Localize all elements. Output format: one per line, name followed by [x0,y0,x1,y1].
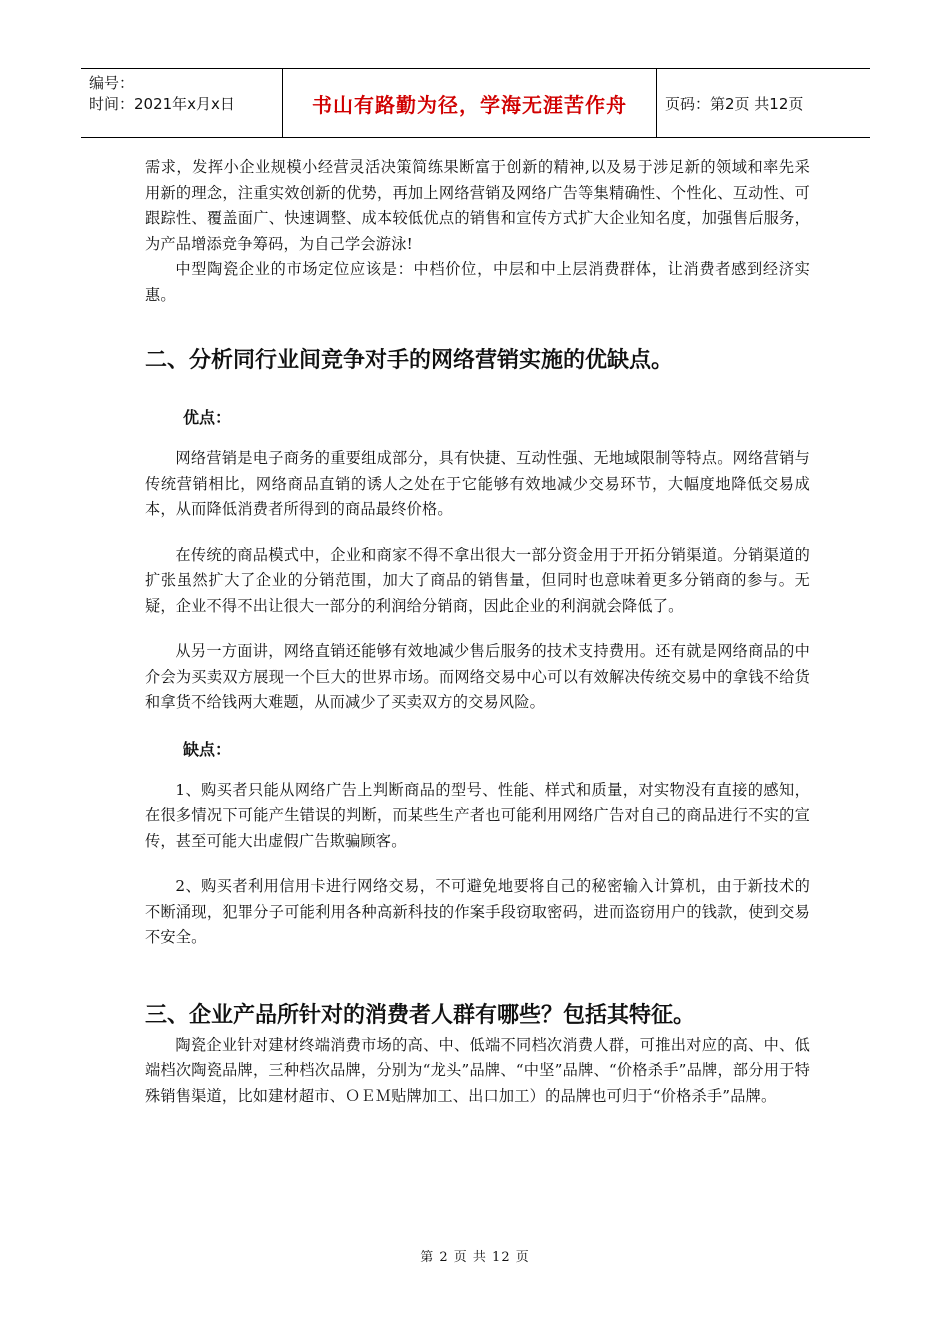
advantages-heading: 优点： [183,408,232,427]
paragraph-6: 1、购买者只能从网络广告上判断商品的型号、性能、样式和质量，对实物没有直接的感知，在很多情况下可能产生错误的判断，而某些生产者也可能利用网络广告对自己的商品进行不实的宣传，甚至可能大出虚假广告欺骗顾客。 [145,780,810,850]
header-number-label: 编号： [89,74,135,92]
paragraph-4: 在传统的商品模式中，企业和商家不得不拿出很大一部分资金用于开拓分销渠道。分销渠道的扩张虽然扩大了企业的分销范围，加大了商品的销售量，但同时也意味着更多分销商的参与。无疑，企业不得不出让很大一部分的利润给分销商，因此企业的利润就会降低了。 [145,545,810,615]
document-header [81,68,870,138]
paragraph-3: 网络营销是电子商务的重要组成部分，具有快捷、互动性强、无地域限制等特点。网络营销与传统营销相比，网络商品直销的诱人之处在于它能够有效地减少交易环节，大幅度地降低交易成本，从而降低消费者所得到的商品最终价格。 [145,449,810,518]
header-motto: 书山有路勤为径，学海无涯苦作舟 [283,69,657,137]
header-page-info: 页码：第2页 共12页 [665,94,804,113]
header-meta-cell [81,69,283,137]
paragraph-1: 需求，发挥小企业规模小经营灵活决策简练果断富于创新的精神,以及易于涉足新的领域和率先采用新的理念，注重实效创新的优势，再加上网络营销及网络广告等集精确性、个性化、互动性、可跟踪性、覆盖面广、快速调整、成本较低优点的销售和宣传方式扩大企业知名度，加强售后服务，为产品增添竞争筹码，为自己学会游泳! [145,158,810,253]
paragraph-8: 陶瓷企业针对建材终端消费市场的高、中、低端不同档次消费人群，可推出对应的高、中、低端档次陶瓷品牌，三种档次品牌，分别为“龙头”品牌、“中坚”品牌、“价格杀手”品牌，部分用于特殊销售渠道，比如建材超市、ＯＥＭ贴牌加工、出口加工）的品牌也可归于“价格杀手”品牌。 [145,1035,810,1105]
section-3-title: 三、企业产品所针对的消费者人群有哪些？包括其特征。 [145,1002,696,1028]
paragraph-5: 从另一方面讲，网络直销还能够有效地减少售后服务的技术支持费用。还有就是网络商品的中介会为买卖双方展现一个巨大的世界市场。而网络交易中心可以有效解决传统交易中的拿钱不给货和拿货不给钱两大难题，从而减少了买卖双方的交易风险。 [145,642,810,711]
paragraph-7: 2、购买者利用信用卡进行网络交易，不可避免地要将自己的秘密输入计算机，由于新技术的不断涌现，犯罪分子可能利用各种高新科技的作案手段窃取密码，进而盗窃用户的钱款，使到交易不安全。 [145,877,810,946]
header-time-label: 时间：2021年x月x日 [89,95,235,113]
paragraph-2: 中型陶瓷企业的市场定位应该是：中档价位，中层和中上层消费群体，让消费者感到经济实惠。 [145,260,810,304]
disadvantages-heading: 缺点： [183,739,232,759]
page-footer: 第 2 页 共 12 页 [420,1250,530,1265]
section-2-title: 二、分析同行业间竞争对手的网络营销实施的优缺点。 [145,348,674,373]
document-body [145,155,810,1109]
